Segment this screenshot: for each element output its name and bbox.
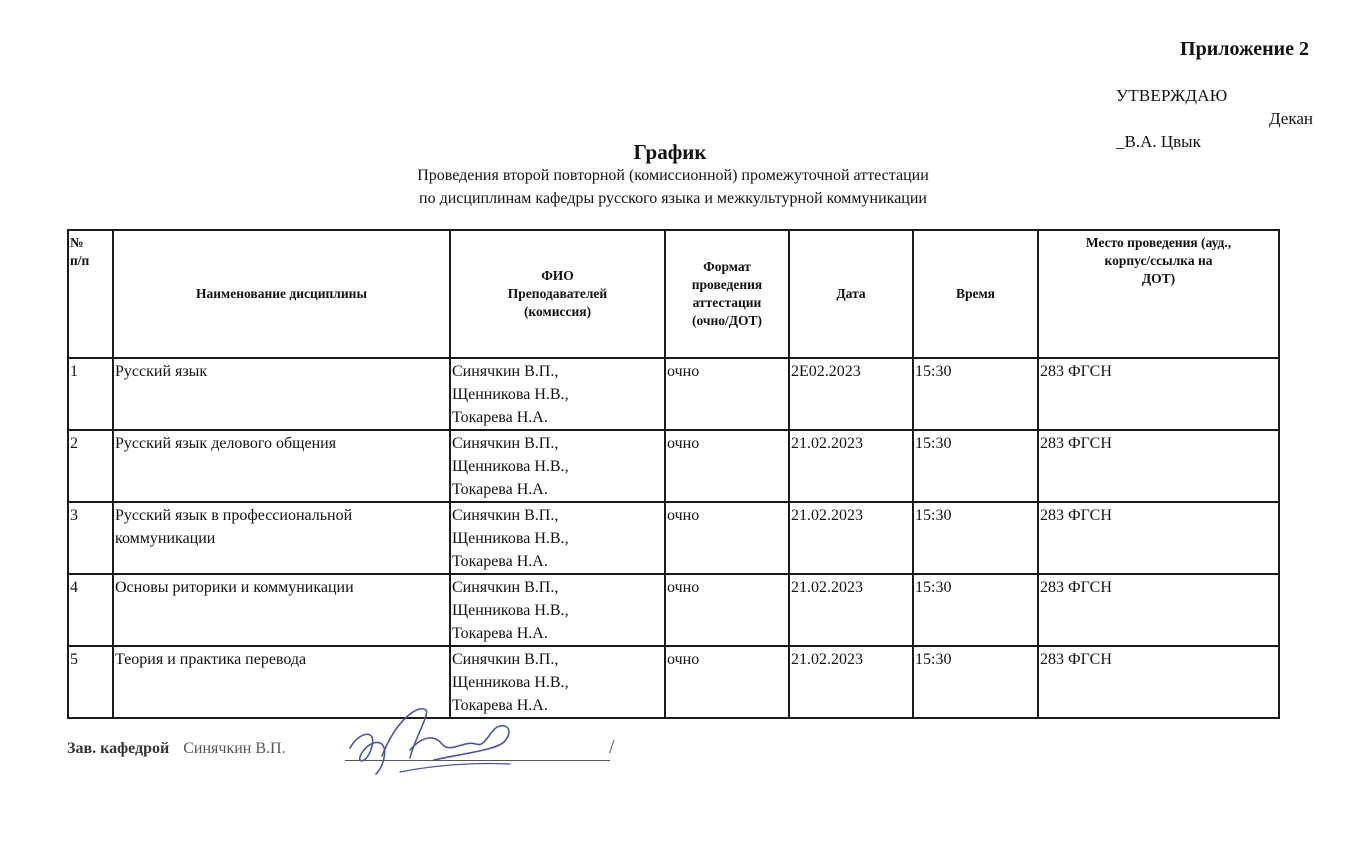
document-subtitle-line-1: Проведения второй повторной (комиссионной) промежуточной аттестации: [417, 167, 929, 184]
table-row: [68, 430, 1279, 502]
row-format: очно: [665, 574, 789, 646]
teacher-name: Синячкин В.П.,: [452, 507, 559, 524]
row-teachers: [450, 502, 665, 574]
header-format-line: проведения: [691, 276, 763, 292]
row-place: 283 ФГСН: [1038, 430, 1279, 502]
row-place: 283 ФГСН: [1038, 358, 1279, 430]
header-discipline: Наименование дисциплины: [113, 230, 450, 358]
header-format-line: аттестации: [692, 295, 762, 310]
teacher-name: Токарева Н.А.: [452, 481, 548, 498]
department-head-name: Синячкин В.П.: [183, 740, 286, 757]
table-row: [68, 574, 1279, 646]
header-format-line: (очно/ДОТ): [691, 313, 763, 329]
header-place-line: Место проведения (ауд.,: [1085, 235, 1232, 250]
header-date: Дата: [789, 230, 913, 358]
header-place-line: корпус/ссылка на: [1104, 253, 1213, 269]
row-format: очно: [665, 430, 789, 502]
row-teachers: [450, 574, 665, 646]
teacher-name: Щенникова Н.В.,: [452, 674, 569, 691]
discipline-line: Русский язык: [115, 363, 208, 380]
discipline-line: коммуникации: [115, 530, 216, 547]
header-format: [665, 230, 789, 358]
row-discipline: [113, 430, 450, 502]
header-number: [68, 230, 113, 358]
row-number: 3: [68, 502, 113, 574]
teacher-name: Синячкин В.П.,: [452, 363, 559, 380]
header-teachers-line: ФИО: [541, 267, 574, 283]
row-date: 21.02.2023: [789, 574, 913, 646]
header-format-line: Формат: [703, 258, 751, 274]
row-format: очно: [665, 358, 789, 430]
teacher-name: Щенникова Н.В.,: [452, 530, 569, 547]
row-date: 21.02.2023: [789, 430, 913, 502]
footer-signature-block: [67, 740, 286, 758]
header-number-line: №: [70, 235, 84, 250]
document-title: График: [633, 140, 707, 164]
table-row: [68, 646, 1279, 718]
row-time: 15:30: [913, 502, 1038, 574]
row-date: 2Е02.2023: [789, 358, 913, 430]
row-discipline: [113, 358, 450, 430]
header-teachers-line: (комиссия): [523, 304, 592, 320]
row-teachers: [450, 430, 665, 502]
department-head-label: Зав. кафедрой: [67, 740, 170, 757]
row-teachers: [450, 358, 665, 430]
dean-title: Декан: [1269, 109, 1313, 128]
header-time: Время: [913, 230, 1038, 358]
teacher-name: Токарева Н.А.: [452, 409, 548, 426]
discipline-line: Основы риторики и коммуникации: [115, 579, 354, 596]
header-teachers-line: Преподавателей: [507, 285, 608, 301]
teacher-name: Токарева Н.А.: [452, 625, 548, 642]
row-number: 1: [68, 358, 113, 430]
schedule-table: [67, 229, 1280, 719]
row-number: 4: [68, 574, 113, 646]
row-place: 283 ФГСН: [1038, 502, 1279, 574]
header-place: [1038, 230, 1279, 358]
teacher-name: Токарева Н.А.: [452, 553, 548, 570]
handwritten-signature: [340, 700, 520, 780]
teacher-name: Щенникова Н.В.,: [452, 458, 569, 475]
row-date: 21.02.2023: [789, 646, 913, 718]
row-place: 283 ФГСН: [1038, 574, 1279, 646]
teacher-name: Щенникова Н.В.,: [452, 602, 569, 619]
teacher-name: Синячкин В.П.,: [452, 579, 559, 596]
teacher-name: Щенникова Н.В.,: [452, 386, 569, 403]
row-time: 15:30: [913, 358, 1038, 430]
discipline-line: Теория и практика перевода: [115, 651, 307, 668]
appendix-label: Приложение 2: [1180, 38, 1309, 60]
row-discipline: [113, 574, 450, 646]
table-header-row: [68, 230, 1279, 358]
row-date: 21.02.2023: [789, 502, 913, 574]
row-number: 5: [68, 646, 113, 718]
teacher-name: Синячкин В.П.,: [452, 435, 559, 452]
row-number: 2: [68, 430, 113, 502]
table-row: [68, 358, 1279, 430]
discipline-line: Русский язык в профессиональной: [115, 507, 353, 524]
dean-name: _В.А. Цвык: [1116, 132, 1201, 151]
teacher-name: Токарева Н.А.: [452, 697, 548, 714]
row-discipline: [113, 502, 450, 574]
table-row: [68, 502, 1279, 574]
teacher-name: Синячкин В.П.,: [452, 651, 559, 668]
discipline-line: Русский язык делового общения: [115, 435, 337, 452]
header-number-line: п/п: [70, 253, 90, 269]
row-time: 15:30: [913, 646, 1038, 718]
row-format: очно: [665, 646, 789, 718]
header-teachers: [450, 230, 665, 358]
approval-stamp-text: УТВЕРЖДАЮ: [1116, 86, 1228, 105]
header-place-line: ДОТ): [1141, 271, 1176, 287]
row-time: 15:30: [913, 430, 1038, 502]
row-time: 15:30: [913, 574, 1038, 646]
row-format: очно: [665, 502, 789, 574]
signature-slash: /: [609, 736, 615, 758]
document-subtitle-line-2: по дисциплинам кафедры русского языка и межкультурной коммуникации: [419, 190, 927, 207]
row-place: 283 ФГСН: [1038, 646, 1279, 718]
